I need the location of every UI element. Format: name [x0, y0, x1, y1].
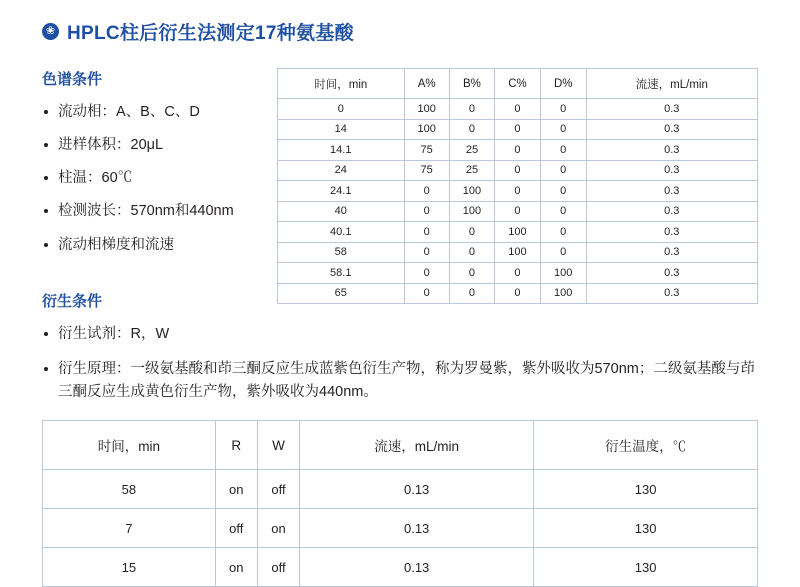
cell: 0: [404, 263, 449, 284]
cell: 0: [404, 283, 449, 304]
cell: on: [215, 548, 257, 587]
cell: 0: [540, 242, 586, 263]
cell: 14: [278, 119, 405, 140]
table-row: [278, 140, 758, 161]
cell: 0.3: [586, 201, 757, 222]
flower-badge-icon: ❀: [42, 23, 59, 40]
cell: 0: [540, 181, 586, 202]
cell: 130: [534, 470, 758, 509]
cell: 0: [449, 263, 494, 284]
cell: 25: [449, 160, 494, 181]
list-item: 衍生试剂：R，W: [42, 323, 758, 345]
cell: 130: [534, 509, 758, 548]
column-header: 流速，mL/min: [586, 69, 757, 99]
cell: 0: [449, 283, 494, 304]
list-item: 进样体积：20μL: [42, 136, 292, 154]
list-item: 流动相：A、B、C、D: [42, 103, 292, 121]
cell: 0: [495, 160, 541, 181]
column-header: 时间，min: [278, 69, 405, 99]
table-row: [278, 201, 758, 222]
cell: 0.3: [586, 242, 757, 263]
cell: 58: [278, 242, 405, 263]
cell: 0: [540, 99, 586, 120]
cell: 24: [278, 160, 405, 181]
cell: 40: [278, 201, 405, 222]
cell: 0: [449, 119, 494, 140]
derivatization-condition-list: [42, 323, 758, 403]
table-header-row: [278, 69, 758, 99]
cell: on: [257, 509, 299, 548]
cell: 130: [534, 548, 758, 587]
cell: 0: [449, 99, 494, 120]
cell: 14.1: [278, 140, 405, 161]
derivatization-table: [42, 420, 758, 587]
list-item: 柱温：60℃: [42, 169, 292, 187]
table-header-row: [43, 421, 758, 470]
cell: 58: [43, 470, 216, 509]
page-title-text: HPLC柱后衍生法测定17种氨基酸: [67, 23, 354, 44]
cell: 0.13: [300, 509, 534, 548]
table-row: [278, 242, 758, 263]
cell: 15: [43, 548, 216, 587]
cell: 75: [404, 160, 449, 181]
cell: 0: [495, 99, 541, 120]
cell: 25: [449, 140, 494, 161]
table-row: [43, 470, 758, 509]
column-header: 流速，mL/min: [300, 421, 534, 470]
table-row: [43, 509, 758, 548]
derivatization-heading: 衍生条件: [42, 293, 103, 310]
gradient-table: [277, 68, 758, 304]
cell: 0: [404, 201, 449, 222]
cell: 0: [404, 222, 449, 243]
cell: 0: [495, 181, 541, 202]
page-title: [0, 0, 800, 45]
cell: 0.3: [586, 263, 757, 284]
column-header: B%: [449, 69, 494, 99]
column-header: A%: [404, 69, 449, 99]
cell: 0: [449, 242, 494, 263]
cell: 65: [278, 283, 405, 304]
derivatization-conditions-section: [42, 290, 758, 416]
cell: 7: [43, 509, 216, 548]
cell: 0.3: [586, 222, 757, 243]
cell: 0.3: [586, 181, 757, 202]
cell: 0: [540, 119, 586, 140]
cell: 100: [495, 222, 541, 243]
cell: 0: [449, 222, 494, 243]
cell: 0.13: [300, 548, 534, 587]
cell: 0: [278, 99, 405, 120]
cell: 0: [540, 140, 586, 161]
cell: on: [215, 470, 257, 509]
chromatography-conditions-section: [42, 68, 292, 269]
cell: 0.3: [586, 160, 757, 181]
table-row: [278, 99, 758, 120]
cell: 100: [495, 242, 541, 263]
cell: 0.3: [586, 140, 757, 161]
derivatization-table-container: [42, 420, 758, 587]
list-item: 检测波长：570nm和440nm: [42, 202, 292, 220]
cell: 0: [495, 119, 541, 140]
table-row: [278, 160, 758, 181]
cell: 24.1: [278, 181, 405, 202]
cell: off: [215, 509, 257, 548]
cell: 0: [404, 242, 449, 263]
table-row: [278, 222, 758, 243]
column-header: R: [215, 421, 257, 470]
cell: 100: [540, 283, 586, 304]
chromatography-condition-list: [42, 103, 292, 254]
column-header: 时间，min: [43, 421, 216, 470]
cell: 0.13: [300, 470, 534, 509]
cell: 0: [540, 222, 586, 243]
list-item: 流动相梯度和流速: [42, 236, 292, 254]
column-header: C%: [495, 69, 541, 99]
list-item: 衍生原理：一级氨基酸和茚三酮反应生成蓝紫色衍生产物，称为罗曼紫，紫外吸收为570nm；二级氨基酸与茚三酮反应生成黄色衍生产物，紫外吸收为440nm。: [42, 358, 758, 403]
cell: 100: [404, 99, 449, 120]
table-row: [278, 263, 758, 284]
cell: 58.1: [278, 263, 405, 284]
cell: 0.3: [586, 119, 757, 140]
cell: 0: [495, 140, 541, 161]
cell: off: [257, 470, 299, 509]
cell: 0: [495, 263, 541, 284]
cell: 0: [495, 201, 541, 222]
cell: 100: [540, 263, 586, 284]
gradient-table-container: [277, 68, 758, 304]
column-header: 衍生温度，℃: [534, 421, 758, 470]
column-header: W: [257, 421, 299, 470]
column-header: D%: [540, 69, 586, 99]
cell: 0: [540, 160, 586, 181]
cell: 100: [449, 201, 494, 222]
cell: 100: [404, 119, 449, 140]
cell: 100: [449, 181, 494, 202]
cell: 0: [495, 283, 541, 304]
cell: 40.1: [278, 222, 405, 243]
table-row: [43, 548, 758, 587]
cell: 0.3: [586, 99, 757, 120]
cell: 0: [540, 201, 586, 222]
cell: 75: [404, 140, 449, 161]
cell: off: [257, 548, 299, 587]
cell: 0.3: [586, 283, 757, 304]
table-row: [278, 119, 758, 140]
chromatography-heading: 色谱条件: [42, 71, 103, 88]
cell: 0: [404, 181, 449, 202]
table-row: [278, 181, 758, 202]
